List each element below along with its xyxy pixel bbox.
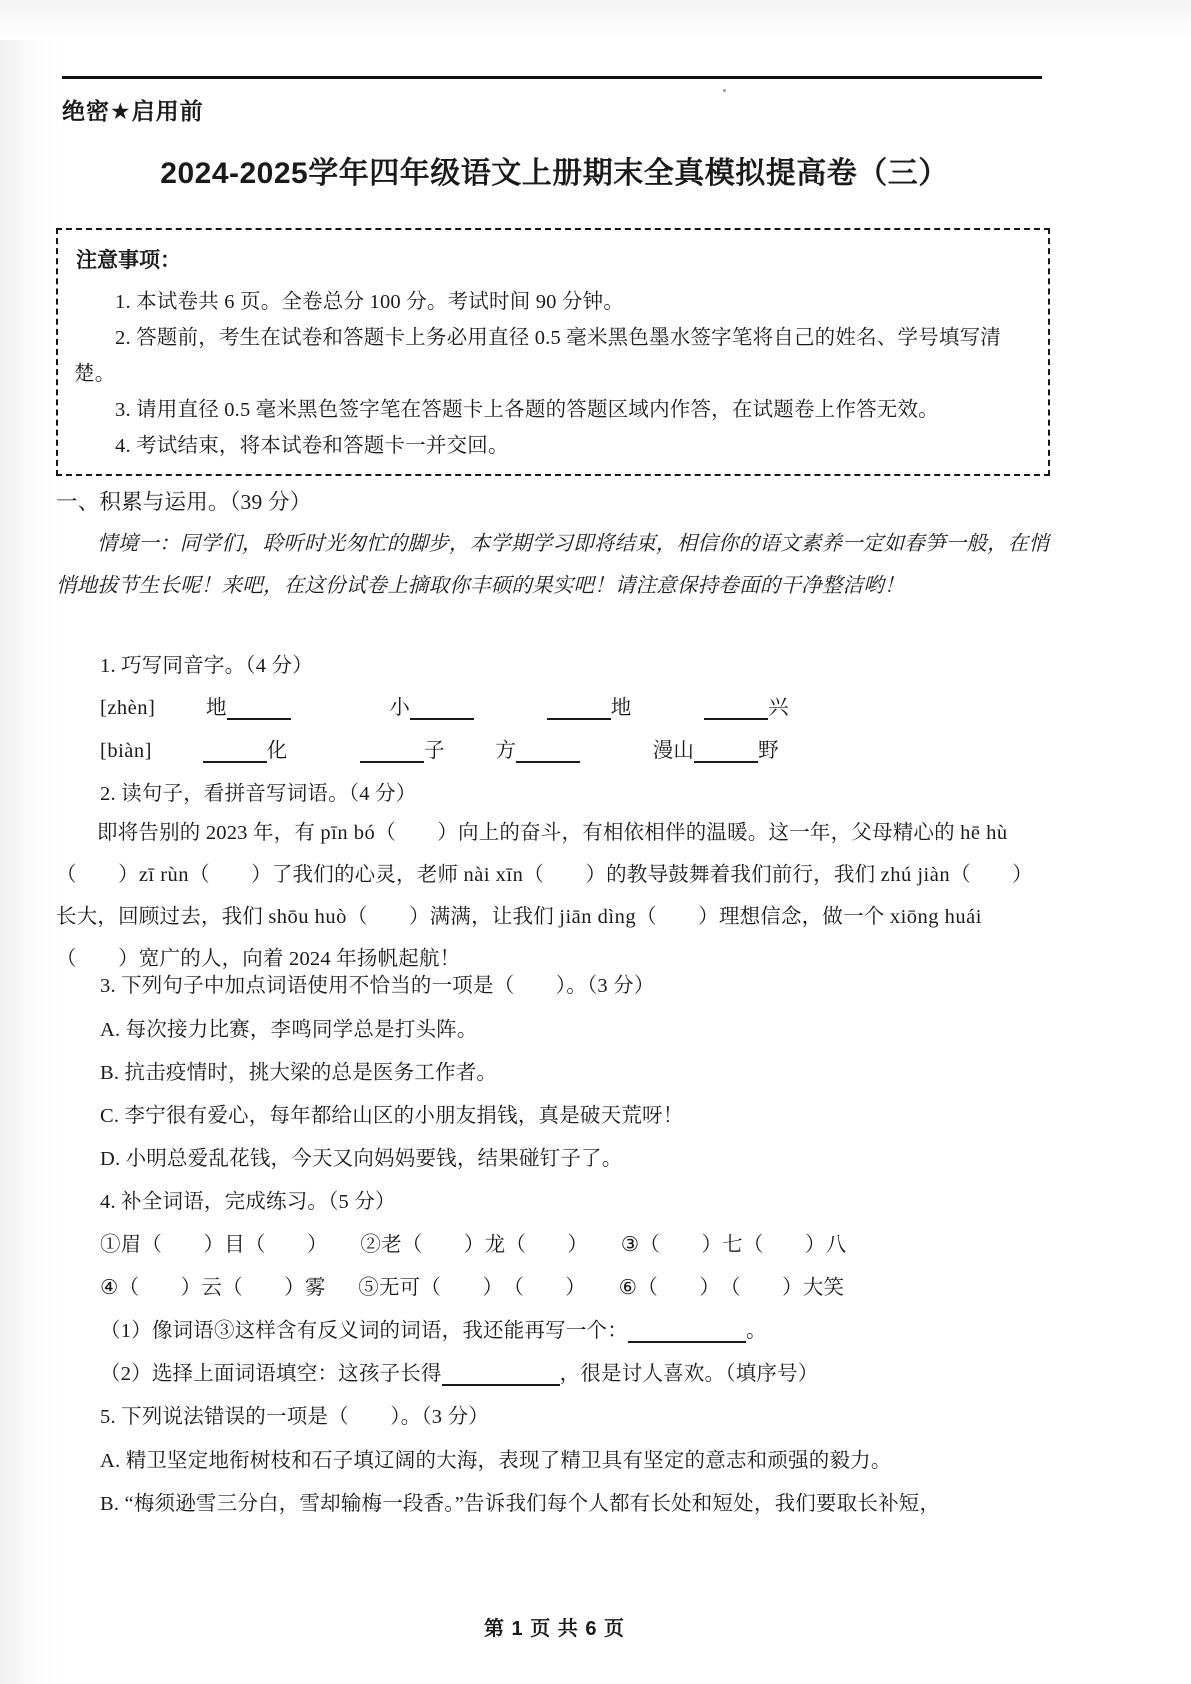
q2-pinyin-xionghuai: xiōng huái (889, 906, 982, 928)
q4-r1-item3-blank1[interactable]: （ ） (639, 1234, 723, 1256)
q4-r2-item1-t3: 雾 (304, 1277, 326, 1299)
q4-r2-item1-t2: 云 (201, 1277, 223, 1299)
q4-idiom-row-2 (100, 1270, 844, 1300)
q1-r1-i3-after: 地 (610, 697, 632, 719)
q4-sub1-text-before: （1）像词语③这样含有反义词的词语，我还能再写一个： (100, 1320, 628, 1342)
notice-title: 注意事项： (76, 249, 181, 272)
q4-r2-item3-t3: 大笑 (802, 1277, 845, 1299)
q4-r1-item3-t3: 八 (825, 1234, 847, 1256)
q4-r1-item2-t2: 龙 (484, 1234, 506, 1256)
section-heading-one: 一、积累与运用。（39 分） (56, 490, 312, 514)
q3-option-b[interactable]: B. 抗击疫情时，挑大梁的总是医务工作者。 (100, 1062, 498, 1084)
notice-item-3: 3. 请用直径 0.5 毫米黑色签字笔在答题卡上各题的答题区域内作答，在试题卷上作答无效。 (115, 399, 939, 421)
q4-r2-item1-blank2[interactable]: （ ） (222, 1277, 305, 1299)
notice-box (56, 228, 1050, 476)
q4-r2-item1-no: ④ (100, 1277, 119, 1299)
q2-part-16: （ ）宽广的人，向着 2024 年扬帆起航！ (56, 948, 461, 970)
q1-r1-i2-blank[interactable] (410, 698, 474, 720)
q4-sub2-text-before: （2）选择上面词语填空：这孩子长得 (100, 1363, 442, 1385)
q1-r2-i4-blank[interactable] (694, 741, 758, 763)
q4-r2-item2-t1: 无可 (378, 1277, 421, 1299)
q1-r1-i4-after: 兴 (768, 697, 789, 719)
q3-stem: 3. 下列句子中加点词语使用不恰当的一项是（ ）。（3 分） (100, 975, 655, 997)
q2-pinyin-zhujian: zhú jiàn (880, 864, 951, 886)
q2-part-4: （ ） (56, 864, 139, 886)
q2-pinyin-zirun: zī rùn (138, 864, 190, 886)
q2-pinyin-rehu: hē hù (960, 822, 1008, 844)
q2-part-12: （ ）满满，让我们 (346, 906, 560, 928)
q1-r1-i4-blank[interactable] (704, 698, 768, 720)
q2-stem: 2. 读句子，看拼音写词语。（4 分） (100, 783, 417, 805)
q4-r2-item3-blank1[interactable]: （ ） (637, 1277, 721, 1299)
q4-sub-2 (100, 1356, 819, 1386)
q1-r2-i1-blank[interactable] (203, 741, 267, 763)
q4-r1-item1-no: ① (100, 1234, 121, 1256)
notice-item-4: 4. 考试结束，将本试卷和答题卡一并交回。 (115, 435, 509, 457)
q4-r2-item1-blank1[interactable]: （ ） (118, 1277, 202, 1299)
q3-option-c[interactable]: C. 李宁很有爱心，每年都给山区的小朋友捐钱，真是破天荒呀！ (100, 1105, 684, 1127)
q4-r2-item3-no: ⑥ (618, 1277, 638, 1299)
q4-r2-item2-blank1[interactable]: （ ） (420, 1277, 504, 1299)
scenario-paragraph: 情境一：同学们，聆听时光匆忙的脚步，本学期学习即将结束，相信你的语文素养一定如春笋一般，在悄悄地拔节生长呢！来吧，在这份试卷上摘取你丰硕的果实吧！请注意保持卷面的干净整洁哟！ (56, 533, 1050, 597)
q1-r2-i3-before: 方 (495, 740, 517, 762)
q1-stem: 1. 巧写同音字。（4 分） (100, 655, 313, 677)
q4-r2-item3-blank2[interactable]: （ ） (720, 1277, 803, 1299)
q2-pinyin-jianding: jiān dìng (559, 906, 637, 928)
q2-part-0: 即将告别的 2023 年，有 (97, 822, 321, 844)
q1-r1-i1-blank[interactable] (227, 698, 291, 720)
q5-option-a[interactable]: A. 精卫坚定地衔树枝和石子填辽阔的大海，表现了精卫具有坚定的意志和顽强的毅力。 (100, 1450, 892, 1472)
q1-r2-i3-blank[interactable] (516, 741, 580, 763)
q4-sub2-text-after: ，很是讨人喜欢。（填序号） (559, 1363, 819, 1385)
q2-pinyin-naixin: nài xīn (463, 864, 524, 886)
q4-r1-item2-no: ② (360, 1234, 382, 1256)
q4-r1-item2-blank2[interactable]: （ ） (505, 1234, 589, 1256)
q4-idiom-row-1 (100, 1227, 846, 1257)
q1-r1-i2-before: 小 (389, 697, 411, 719)
q2-pinyin-shouhuo: shōu huò (268, 906, 347, 928)
q1-r1-i1-before: 地 (206, 697, 227, 719)
q1-row-zhen (100, 690, 789, 720)
secret-label: 绝密★启用前 (62, 98, 204, 124)
q1-r1-i3-blank[interactable] (547, 698, 611, 720)
q1-r2-i4-before: 漫山 (652, 740, 695, 762)
q4-r1-item3-no: ③ (620, 1234, 640, 1256)
q2-part-6: （ ）了我们的心灵，老师 (189, 864, 464, 886)
q2-pinyin-pinbo: pīn bó (320, 822, 376, 844)
scan-edge-top (0, 0, 1191, 40)
q4-sub-1 (100, 1313, 767, 1343)
scan-speck (723, 89, 726, 92)
q4-sub1-answer-blank[interactable] (628, 1321, 746, 1343)
page-title: 2024-2025学年四年级语文上册期末全真模拟提高卷（三） (160, 157, 949, 190)
q1-row-bian (100, 733, 779, 763)
q4-r1-item1-blank1[interactable]: （ ） (141, 1234, 225, 1256)
q5-stem: 5. 下列说法错误的一项是（ ）。（3 分） (100, 1406, 489, 1428)
q4-r1-item3-blank2[interactable]: （ ） (742, 1234, 826, 1256)
q4-r1-item1-t2: 目 (224, 1234, 245, 1256)
scan-edge-left (0, 0, 62, 1684)
q3-option-d[interactable]: D. 小明总爱乱花钱，今天又向妈妈要钱，结果碰钉子了。 (100, 1148, 623, 1170)
q5-option-b[interactable]: B. “梅须逊雪三分白，雪却输梅一段香。”告诉我们每个人都有长处和短处，我们要取长补短， (100, 1493, 941, 1515)
q2-part-10: （ ）长大，回顾过去，我们 (56, 864, 1033, 928)
q2-body (56, 812, 1050, 980)
q1-r2-i4-after: 野 (758, 740, 779, 762)
q3-option-a[interactable]: A. 每次接力比赛，李鸣同学总是打头阵。 (100, 1019, 478, 1041)
q4-sub2-answer-blank[interactable] (442, 1364, 560, 1386)
q1-r2-i2-after: 子 (423, 740, 445, 762)
page-footer: 第 1 页 共 6 页 (483, 1618, 626, 1640)
q1-r2-i1-after: 化 (266, 740, 288, 762)
q4-r2-item2-no: ⑤ (358, 1277, 379, 1299)
header-rule (62, 76, 1042, 79)
q2-part-14: （ ）理想信念，做一个 (636, 906, 890, 928)
q2-part-8: （ ）的教导鼓舞着我们前行，我们 (523, 864, 881, 886)
q1-r2-i2-blank[interactable] (360, 741, 424, 763)
notice-item-2: 2. 答题前，考生在试卷和答题卡上务必用直径 0.5 毫米黑色墨水签字笔将自己的姓名、学号填写清楚。 (74, 327, 1001, 385)
q4-sub1-text-after: 。 (745, 1320, 767, 1342)
q4-stem: 4. 补全词语，完成练习。（5 分） (100, 1191, 396, 1213)
q2-part-2: （ ）向上的奋斗，有相依相伴的温暖。这一年，父母精心的 (375, 822, 961, 844)
q1-row2-pinyin: [biàn] (100, 740, 152, 762)
q1-row1-pinyin: [zhèn] (100, 697, 156, 719)
q4-r1-item1-t1: 眉 (120, 1234, 142, 1256)
q4-r1-item1-blank2[interactable]: （ ） (244, 1234, 328, 1256)
q4-r2-item2-blank2[interactable]: （ ） (503, 1277, 586, 1299)
q4-r1-item2-blank1[interactable]: （ ） (401, 1234, 485, 1256)
q4-r1-item3-t2: 七 (722, 1234, 743, 1256)
notice-item-1: 1. 本试卷共 6 页。全卷总分 100 分。考试时间 90 分钟。 (115, 291, 625, 313)
q4-r1-item2-t1: 老 (381, 1234, 402, 1256)
